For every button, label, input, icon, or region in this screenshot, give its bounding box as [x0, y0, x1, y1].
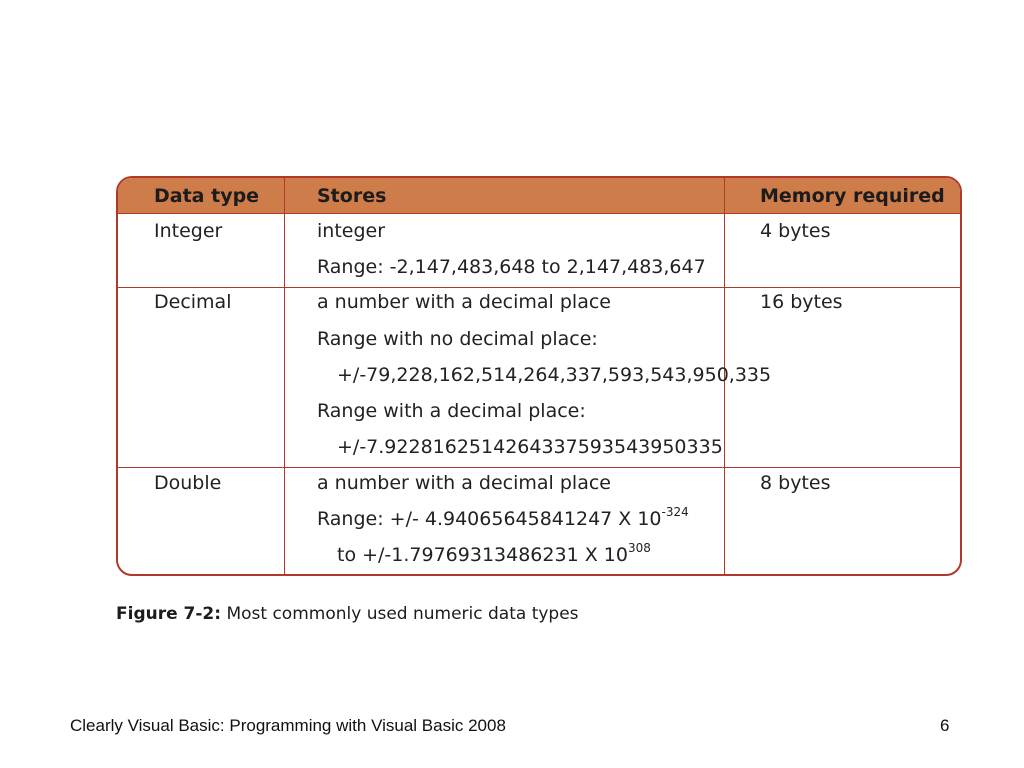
- page-number: 6: [940, 716, 950, 735]
- decimal-memory-cell: 16 bytes: [760, 291, 843, 313]
- decimal-range-decimal-label: Range with a decimal place:: [317, 400, 586, 422]
- decimal-range-no-decimal-value: +/-79,228,162,514,264,337,593,543,950,335: [337, 364, 772, 386]
- figure-caption-text: Most commonly used numeric data types: [226, 604, 579, 624]
- double-stores-line: a number with a decimal place: [317, 472, 611, 494]
- double-range-max-text: to +/-1.79769313486231 X 10: [337, 544, 628, 566]
- integer-range-line: Range: -2,147,483,648 to 2,147,483,647: [317, 256, 706, 278]
- row-divider: [118, 467, 960, 468]
- integer-type-cell: Integer: [154, 220, 223, 242]
- integer-stores-line: integer: [317, 220, 386, 242]
- double-range-min-exponent: -324: [661, 504, 689, 519]
- figure-caption: [116, 604, 579, 624]
- decimal-range-decimal-value: +/-7.9228162514264337593543950335: [337, 436, 723, 458]
- row-divider: [118, 287, 960, 288]
- header-data-type: Data type: [154, 185, 260, 207]
- footer-title: Clearly Visual Basic: Programming with Visual Basic 2008: [70, 716, 506, 735]
- integer-memory-cell: 4 bytes: [760, 220, 831, 242]
- decimal-stores-line: a number with a decimal place: [317, 291, 611, 313]
- table-header-row: [118, 178, 960, 214]
- header-stores: Stores: [317, 185, 387, 207]
- double-range-min-text: Range: +/- 4.94065645841247 X 10: [317, 508, 662, 530]
- column-divider: [284, 178, 285, 574]
- numeric-data-types-table: [116, 176, 962, 576]
- header-memory-required: Memory required: [760, 185, 945, 207]
- decimal-type-cell: Decimal: [154, 291, 232, 313]
- double-range-min: [317, 504, 689, 530]
- figure-caption-label: Figure 7-2:: [116, 604, 222, 624]
- decimal-range-no-decimal-label: Range with no decimal place:: [317, 328, 598, 350]
- double-range-max-exponent: 308: [627, 540, 651, 555]
- double-range-max: [317, 540, 651, 566]
- double-type-cell: Double: [154, 472, 222, 494]
- double-memory-cell: 8 bytes: [760, 472, 831, 494]
